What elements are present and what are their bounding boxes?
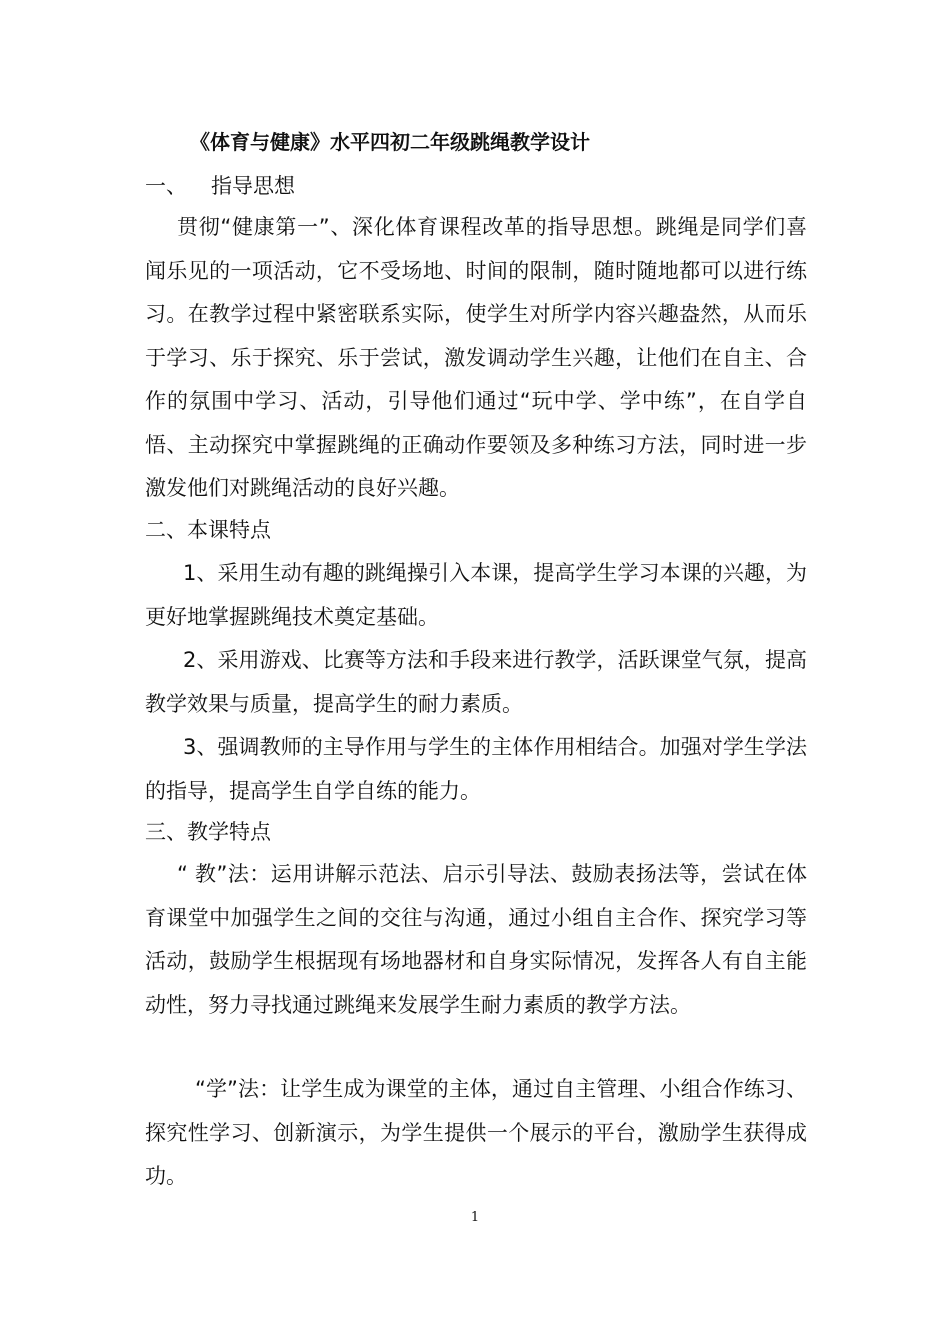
course-feature-item-1: 1、采用生动有趣的跳绳操引入本课，提高学生学习本课的兴趣，为更好地掌握跳绳技术奠定基础。	[145, 561, 807, 629]
course-feature-item-3: 3、强调教师的主导作用与学生的主体作用相结合。加强对学生学法的指导，提高学生自学自练的能力。	[145, 735, 807, 803]
teaching-method-paragraph: “ 教”法：运用讲解示范法、启示引导法、鼓励表扬法等，尝试在体育课堂中加强学生之间的交往与沟通，通过小组自主合作、探究学习等活动，鼓励学生根据现有场地器材和自身实际情况，发挥各人有自主能动性，努力寻找通过跳绳来发展学生耐力素质的教学方法。	[145, 862, 807, 1017]
course-feature-item-2: 2、采用游戏、比赛等方法和手段来进行教学，活跃课堂气氛，提高教学效果与质量，提高学生的耐力素质。	[145, 648, 807, 716]
section-heading-guiding-ideology	[145, 170, 295, 202]
learning-method-paragraph: “学”法：让学生成为课堂的主体，通过自主管理、小组合作练习、探究性学习、创新演示，为学生提供一个展示的平台，激励学生获得成功。	[145, 1077, 807, 1188]
guiding-ideology-paragraph: 贯彻“健康第一”、深化体育课程改革的指导思想。跳绳是同学们喜闻乐见的一项活动，它不受场地、时间的限制，随时随地都可以进行练习。在教学过程中紧密联系实际，使学生对所学内容兴趣盎然，从而乐于学习、乐于探究、乐于尝试，激发调动学生兴趣，让他们在自主、合作的氛围中学习、活动，引导他们通过“玩中学、学中练”，在自学自悟、主动探究中掌握跳绳的正确动作要领及多种练习方法，同时进一步激发他们对跳绳活动的良好兴趣。	[145, 215, 807, 500]
section-title: 指导思想	[211, 174, 295, 198]
section-heading-course-features: 二、本课特点	[145, 518, 271, 542]
section-heading-teaching-features: 三、教学特点	[145, 820, 271, 844]
page-number: 1	[470, 1210, 480, 1225]
document-title: 《体育与健康》水平四初二年级跳绳教学设计	[190, 130, 590, 154]
section-number: 一、	[145, 174, 187, 198]
